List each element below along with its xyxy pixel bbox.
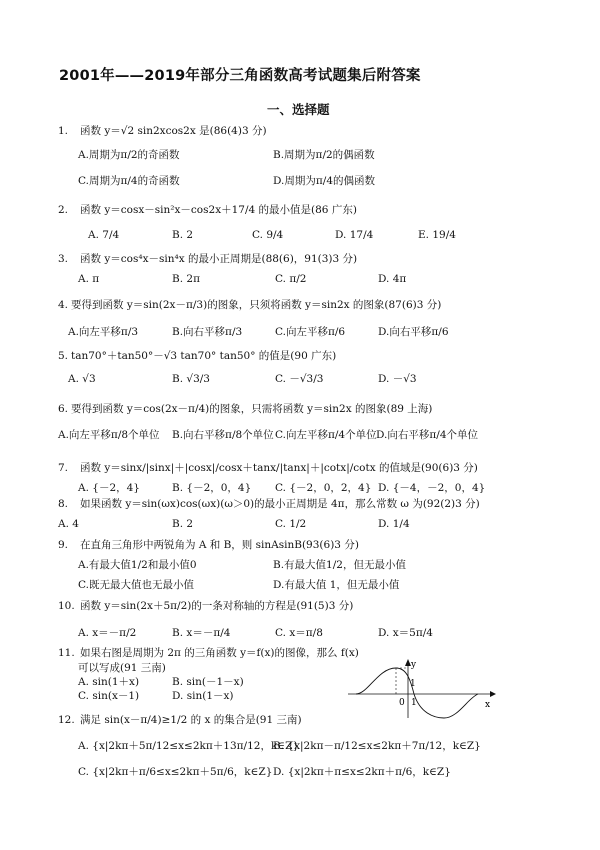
- option: B. √3/3: [172, 373, 210, 385]
- option: C.既无最大值也无最小值: [78, 579, 194, 591]
- question-number: 7.: [58, 462, 69, 474]
- option: E. 19/4: [418, 229, 456, 241]
- question-number: 3.: [58, 253, 69, 265]
- question-stem: 函数 y＝cos⁴x－sin⁴x 的最小正周期是(88(6)，91(3)3 分): [80, 253, 358, 265]
- option: A.周期为π/2的奇函数: [78, 149, 180, 161]
- question-stem: 函数 y＝sinx/|sinx|＋|cosx|/cosx＋tanx/|tanx|＋|cotx|/cotx 的值域是(90(6)3 分): [80, 462, 478, 474]
- option: D.周期为π/4的偶函数: [273, 175, 376, 187]
- option: A. 7/4: [88, 229, 120, 241]
- sine-graph: [348, 658, 498, 720]
- option: B.周期为π/2的偶函数: [273, 149, 375, 161]
- option: C. {－2，0，2，4}: [275, 482, 372, 494]
- option: B.向右平移π/3: [172, 326, 243, 338]
- question-stem: 满足 sin(x－π/4)≥1/2 的 x 的集合是(91 三南): [80, 714, 302, 726]
- option: C.向左平移π/6: [275, 326, 346, 338]
- y-axis-label: y: [411, 660, 417, 670]
- option: C. π/2: [275, 273, 307, 285]
- question-stem: 如果右图是周期为 2π 的三角函数 y＝f(x)的图像，那么 f(x): [80, 647, 359, 659]
- option: A.有最大值1/2和最小值0: [78, 559, 197, 571]
- option: D.向右平移π/4个单位: [376, 429, 479, 441]
- option: B. 2: [172, 229, 194, 241]
- question-number: 2.: [58, 204, 69, 216]
- option: C.周期为π/4的奇函数: [78, 175, 180, 187]
- option: D. x＝5π/4: [378, 627, 433, 639]
- option: A.向左平移π/3: [68, 326, 139, 338]
- option: B.向右平移π/8个单位: [172, 429, 274, 441]
- option: A. √3: [68, 373, 96, 385]
- option: A.向左平移π/8个单位: [58, 429, 160, 441]
- option: A. π: [78, 273, 100, 285]
- option: B. sin(－1－x): [172, 676, 244, 688]
- question-number: 5.: [58, 350, 69, 362]
- option: A. x＝－π/2: [78, 627, 137, 639]
- question-stem: 函数 y＝sin(2x＋5π/2)的一条对称轴的方程是(91(5)3 分): [80, 600, 354, 612]
- section-heading: 一、选择题: [267, 102, 330, 117]
- option: D. sin(1－x): [172, 690, 234, 702]
- x-tick-label: 1: [411, 698, 417, 708]
- question-number: 4.: [58, 299, 69, 311]
- question-stem: 在直角三角形中两锐角为 A 和 B，则 sinAsinB(93(6)3 分): [80, 539, 359, 551]
- question-stem: 如果函数 y＝sin(ωx)cos(ωx)(ω＞0)的最小正周期是 4π，那么常数 ω 为(92(2)3 分): [80, 498, 480, 510]
- option: D.向右平移π/6: [378, 326, 449, 338]
- option: B. x＝－π/4: [172, 627, 231, 639]
- option: D.有最大值 1，但无最小值: [273, 579, 400, 591]
- option: A. sin(1＋x): [78, 676, 140, 688]
- question-number: 8.: [58, 498, 69, 510]
- question-number: 11.: [58, 647, 75, 659]
- option: C. 1/2: [275, 518, 307, 530]
- option: D. 1/4: [378, 518, 410, 530]
- question-stem: tan70°＋tan50°－√3 tan70° tan50° 的值是(90 广东): [71, 350, 337, 362]
- question-number: 6.: [58, 403, 69, 415]
- y-tick-label: 1: [410, 679, 416, 689]
- question-number: 1.: [58, 125, 69, 137]
- question-stem: 要得到函数 y＝sin(2x－π/3)的图象，只须将函数 y＝sin2x 的图象(87(6)3 分): [71, 299, 442, 311]
- option: D. {－4，－2，0，4}: [378, 482, 486, 494]
- option: A. 4: [58, 518, 79, 530]
- option: B. 2: [172, 518, 194, 530]
- question-number: 10.: [58, 600, 75, 612]
- question-stem: 函数 y＝cosx－sin²x－cos2x＋17/4 的最小值是(86 广东): [80, 204, 357, 216]
- option: C. sin(x－1): [78, 690, 140, 702]
- origin-label: 0: [399, 698, 405, 708]
- option: D. 17/4: [335, 229, 374, 241]
- question-stem: 要得到函数 y＝cos(2x－π/4)的图象，只需将函数 y＝sin2x 的图象(89 上海): [71, 403, 433, 415]
- option: B. {－2，0，4}: [172, 482, 252, 494]
- option: C.向左平移π/4个单位: [275, 429, 377, 441]
- question-stem-cont: 可以写成(91 三南): [78, 662, 166, 674]
- x-axis-label: x: [485, 700, 491, 710]
- option: D. {x|2kπ＋π≤x≤2kπ＋π/6，k∈Z}: [273, 766, 451, 778]
- option: B.有最大值1/2，但无最小值: [273, 559, 406, 571]
- option: A. {－2，4}: [78, 482, 140, 494]
- option: B. {x|2kπ－π/12≤x≤2kπ＋7π/12，k∈Z}: [273, 740, 481, 752]
- option: C. 9/4: [252, 229, 284, 241]
- question-stem: 函数 y＝√2 sin2xcos2x 是(86(4)3 分): [80, 125, 267, 137]
- option: A. {x|2kπ＋5π/12≤x≤2kπ＋13π/12，k∈Z}: [78, 740, 300, 752]
- option: C. －√3/3: [275, 373, 324, 385]
- option: D. 4π: [378, 273, 407, 285]
- question-number: 12.: [58, 714, 75, 726]
- option: C. x＝π/8: [275, 627, 323, 639]
- option: C. {x|2kπ＋π/6≤x≤2kπ＋5π/6，k∈Z}: [78, 766, 273, 778]
- question-number: 9.: [58, 539, 69, 551]
- page-title: 2001年——2019年部分三角函数高考试题集后附答案: [59, 68, 421, 84]
- option: D. －√3: [378, 373, 417, 385]
- option: B. 2π: [172, 273, 200, 285]
